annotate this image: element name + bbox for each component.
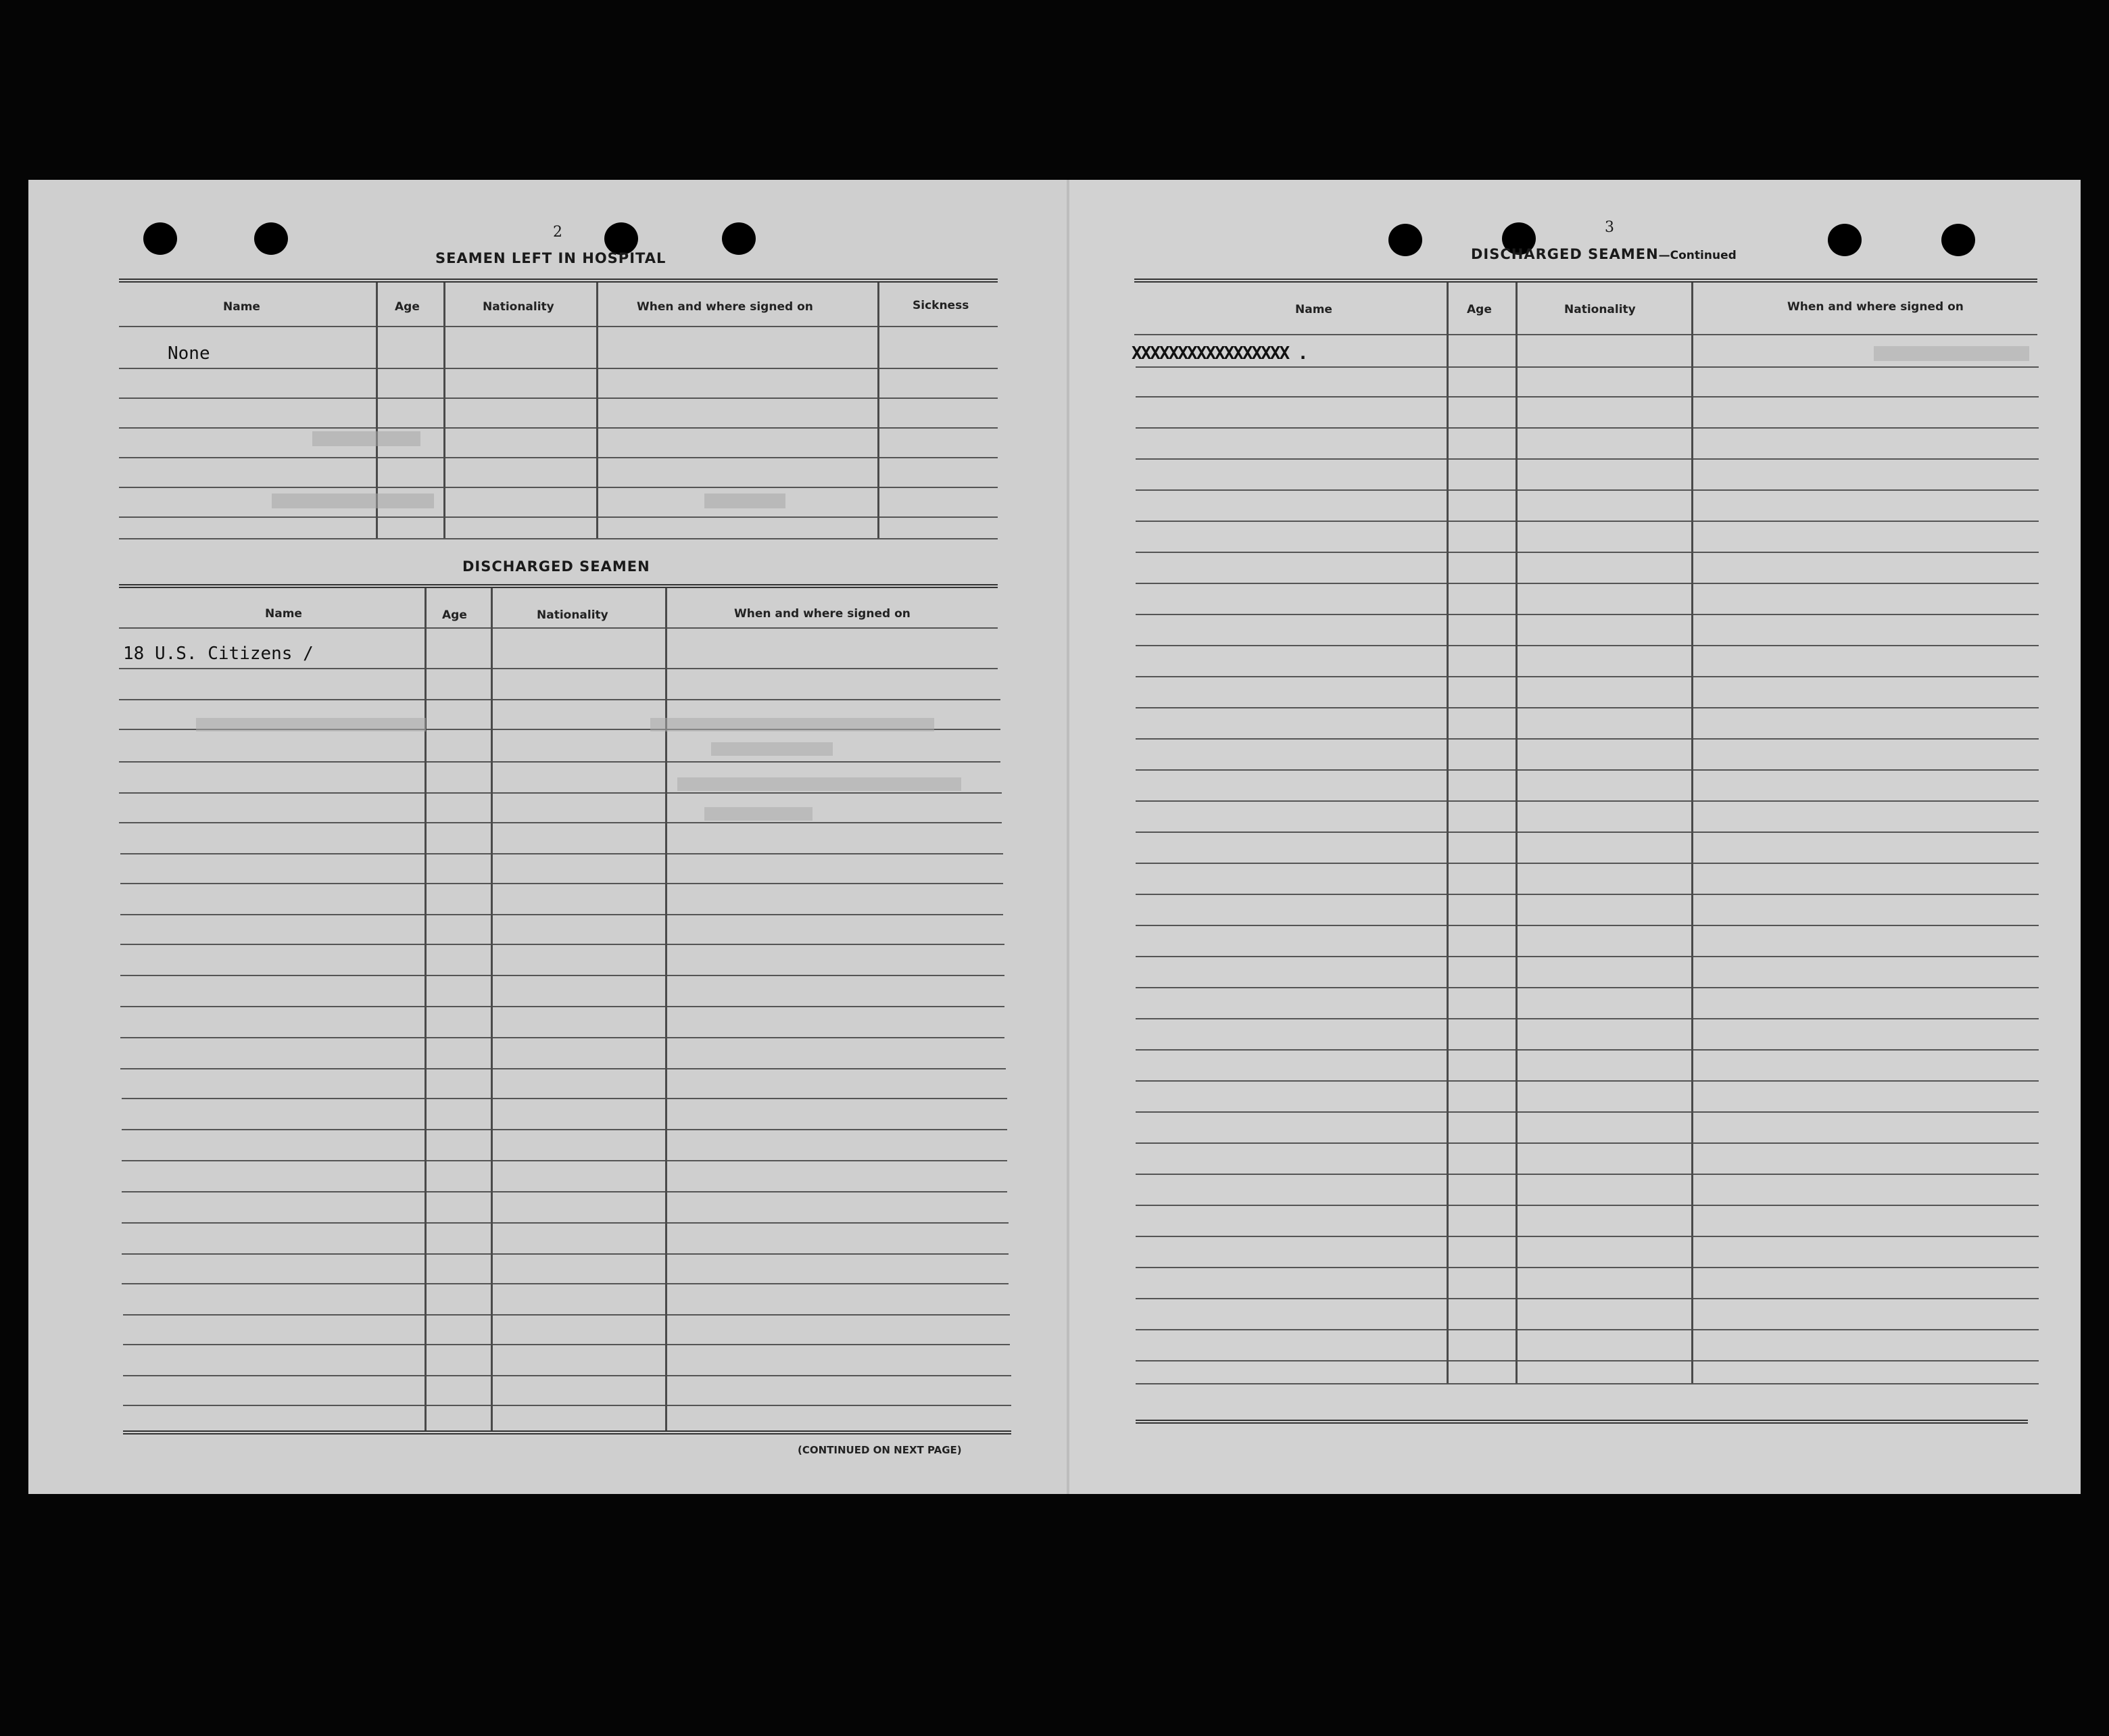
table-rule xyxy=(123,1375,1011,1376)
table-rule xyxy=(119,627,998,629)
table-rule xyxy=(1136,925,2039,926)
table-rule xyxy=(1136,489,2039,491)
table-rule xyxy=(119,487,998,488)
punch-hole-icon xyxy=(722,222,756,255)
punch-hole-icon xyxy=(143,222,177,255)
table-rule xyxy=(119,792,1002,794)
table-rule xyxy=(1136,427,2039,429)
table-rule xyxy=(119,427,998,429)
table-rule xyxy=(119,822,1002,823)
column-divider xyxy=(443,283,445,538)
bleed-through-mark xyxy=(1874,346,2029,361)
punch-hole-icon xyxy=(1941,224,1975,256)
table-rule xyxy=(119,457,998,458)
column-header-sickness: Sickness xyxy=(913,299,969,312)
column-divider xyxy=(1691,283,1693,1383)
table-rule xyxy=(1136,366,2039,368)
table-rule xyxy=(1136,956,2039,957)
column-divider xyxy=(1447,283,1449,1383)
table-rule xyxy=(1136,894,2039,895)
table-rule xyxy=(1136,1142,2039,1144)
table-rule xyxy=(123,1430,1011,1434)
table-rule xyxy=(120,975,1004,976)
column-header-signed-on: When and where signed on xyxy=(1787,300,1964,314)
table-rule xyxy=(119,761,1000,763)
table-rule xyxy=(1136,645,2039,646)
table-rule xyxy=(1136,831,2039,833)
table-rule xyxy=(123,1405,1011,1406)
table-rule xyxy=(120,1006,1004,1007)
column-divider xyxy=(665,588,667,1430)
table-rule xyxy=(1134,334,2037,335)
discharged-continued-title xyxy=(1471,246,1737,262)
punch-hole-icon xyxy=(1388,224,1422,256)
table-rule xyxy=(122,1191,1007,1192)
table-rule xyxy=(1136,800,2039,802)
table-rule xyxy=(1136,1329,2039,1330)
table-rule xyxy=(1136,1236,2039,1237)
table-rule xyxy=(1134,279,2037,283)
table-rule xyxy=(122,1253,1009,1255)
discharged-entry: 18 U.S. Citizens / xyxy=(123,644,314,664)
discharged-section-title: DISCHARGED SEAMEN xyxy=(462,558,650,575)
table-rule xyxy=(119,538,998,539)
hospital-entry: None xyxy=(168,343,210,364)
table-rule xyxy=(119,516,998,518)
table-rule xyxy=(120,914,1003,915)
table-rule xyxy=(1136,1018,2039,1019)
column-header-age: Age xyxy=(395,300,420,314)
table-rule xyxy=(119,668,998,669)
table-rule xyxy=(1136,1111,2039,1113)
table-rule xyxy=(1136,521,2039,522)
table-rule xyxy=(119,397,998,399)
column-divider xyxy=(491,588,493,1430)
right-page xyxy=(1069,180,2081,1494)
punch-hole-icon xyxy=(254,222,288,255)
table-rule xyxy=(1136,1174,2039,1175)
table-rule xyxy=(1136,396,2039,397)
hospital-section-title: SEAMEN LEFT IN HOSPITAL xyxy=(435,250,666,266)
table-rule xyxy=(119,326,998,327)
table-rule xyxy=(122,1098,1007,1099)
bleed-through-mark xyxy=(650,718,934,731)
continued-footer: (CONTINUED ON NEXT PAGE) xyxy=(798,1444,962,1456)
table-rule xyxy=(1136,552,2039,553)
table-rule xyxy=(120,944,1004,945)
page-number: 2 xyxy=(553,224,562,241)
table-rule xyxy=(123,1344,1010,1345)
table-rule xyxy=(1136,1080,2039,1082)
table-rule xyxy=(1136,987,2039,988)
section-title-main: DISCHARGED SEAMEN xyxy=(1471,246,1659,262)
table-rule xyxy=(1136,1360,2039,1361)
table-rule xyxy=(120,1037,1004,1038)
section-title-suffix: —Continued xyxy=(1658,249,1737,262)
column-header-nationality: Nationality xyxy=(483,300,554,314)
table-rule xyxy=(119,699,1000,700)
column-header-nationality: Nationality xyxy=(537,608,608,622)
bleed-through-mark xyxy=(677,777,961,791)
document-sheet xyxy=(28,180,2081,1494)
column-header-age: Age xyxy=(1467,303,1492,316)
column-header-name: Name xyxy=(265,607,302,621)
table-rule xyxy=(123,1314,1010,1316)
table-rule xyxy=(1136,676,2039,677)
table-rule xyxy=(122,1222,1009,1224)
table-rule xyxy=(122,1129,1007,1130)
table-rule xyxy=(1136,1049,2039,1051)
table-rule xyxy=(1136,769,2039,771)
column-header-signed-on: When and where signed on xyxy=(637,300,813,314)
table-rule xyxy=(1136,1205,2039,1206)
table-rule xyxy=(122,1283,1009,1284)
table-rule xyxy=(1136,583,2039,584)
bleed-through-mark xyxy=(704,493,785,508)
table-rule xyxy=(1136,614,2039,615)
table-rule xyxy=(1136,1298,2039,1299)
table-rule xyxy=(119,584,998,588)
column-header-nationality: Nationality xyxy=(1564,303,1636,316)
column-header-name: Name xyxy=(1295,303,1332,316)
struck-entry: XXXXXXXXXXXXXXXXX . xyxy=(1132,343,1307,364)
table-rule xyxy=(120,1068,1006,1069)
table-rule xyxy=(1136,738,2039,740)
bleed-through-mark xyxy=(704,807,813,821)
table-rule xyxy=(119,368,998,369)
column-divider xyxy=(1516,283,1518,1383)
left-page xyxy=(28,180,1069,1494)
table-rule xyxy=(120,883,1003,884)
bleed-through-mark xyxy=(312,431,420,446)
table-rule xyxy=(1136,1267,2039,1268)
column-divider xyxy=(877,283,879,538)
table-rule xyxy=(122,1160,1007,1161)
column-header-name: Name xyxy=(223,300,260,314)
bleed-through-mark xyxy=(711,742,833,756)
column-header-age: Age xyxy=(442,608,467,622)
table-rule xyxy=(120,853,1003,854)
table-rule xyxy=(119,279,998,283)
table-rule xyxy=(1136,1383,2039,1384)
column-header-signed-on: When and where signed on xyxy=(734,607,911,621)
table-rule xyxy=(1136,707,2039,708)
column-divider xyxy=(425,588,427,1430)
table-rule xyxy=(1136,458,2039,460)
table-rule xyxy=(1136,1420,2028,1424)
punch-hole-icon xyxy=(1828,224,1862,256)
table-rule xyxy=(1136,863,2039,864)
column-divider xyxy=(596,283,598,538)
page-number: 3 xyxy=(1605,219,1614,236)
bleed-through-mark xyxy=(196,718,426,731)
bleed-through-mark xyxy=(272,493,434,508)
